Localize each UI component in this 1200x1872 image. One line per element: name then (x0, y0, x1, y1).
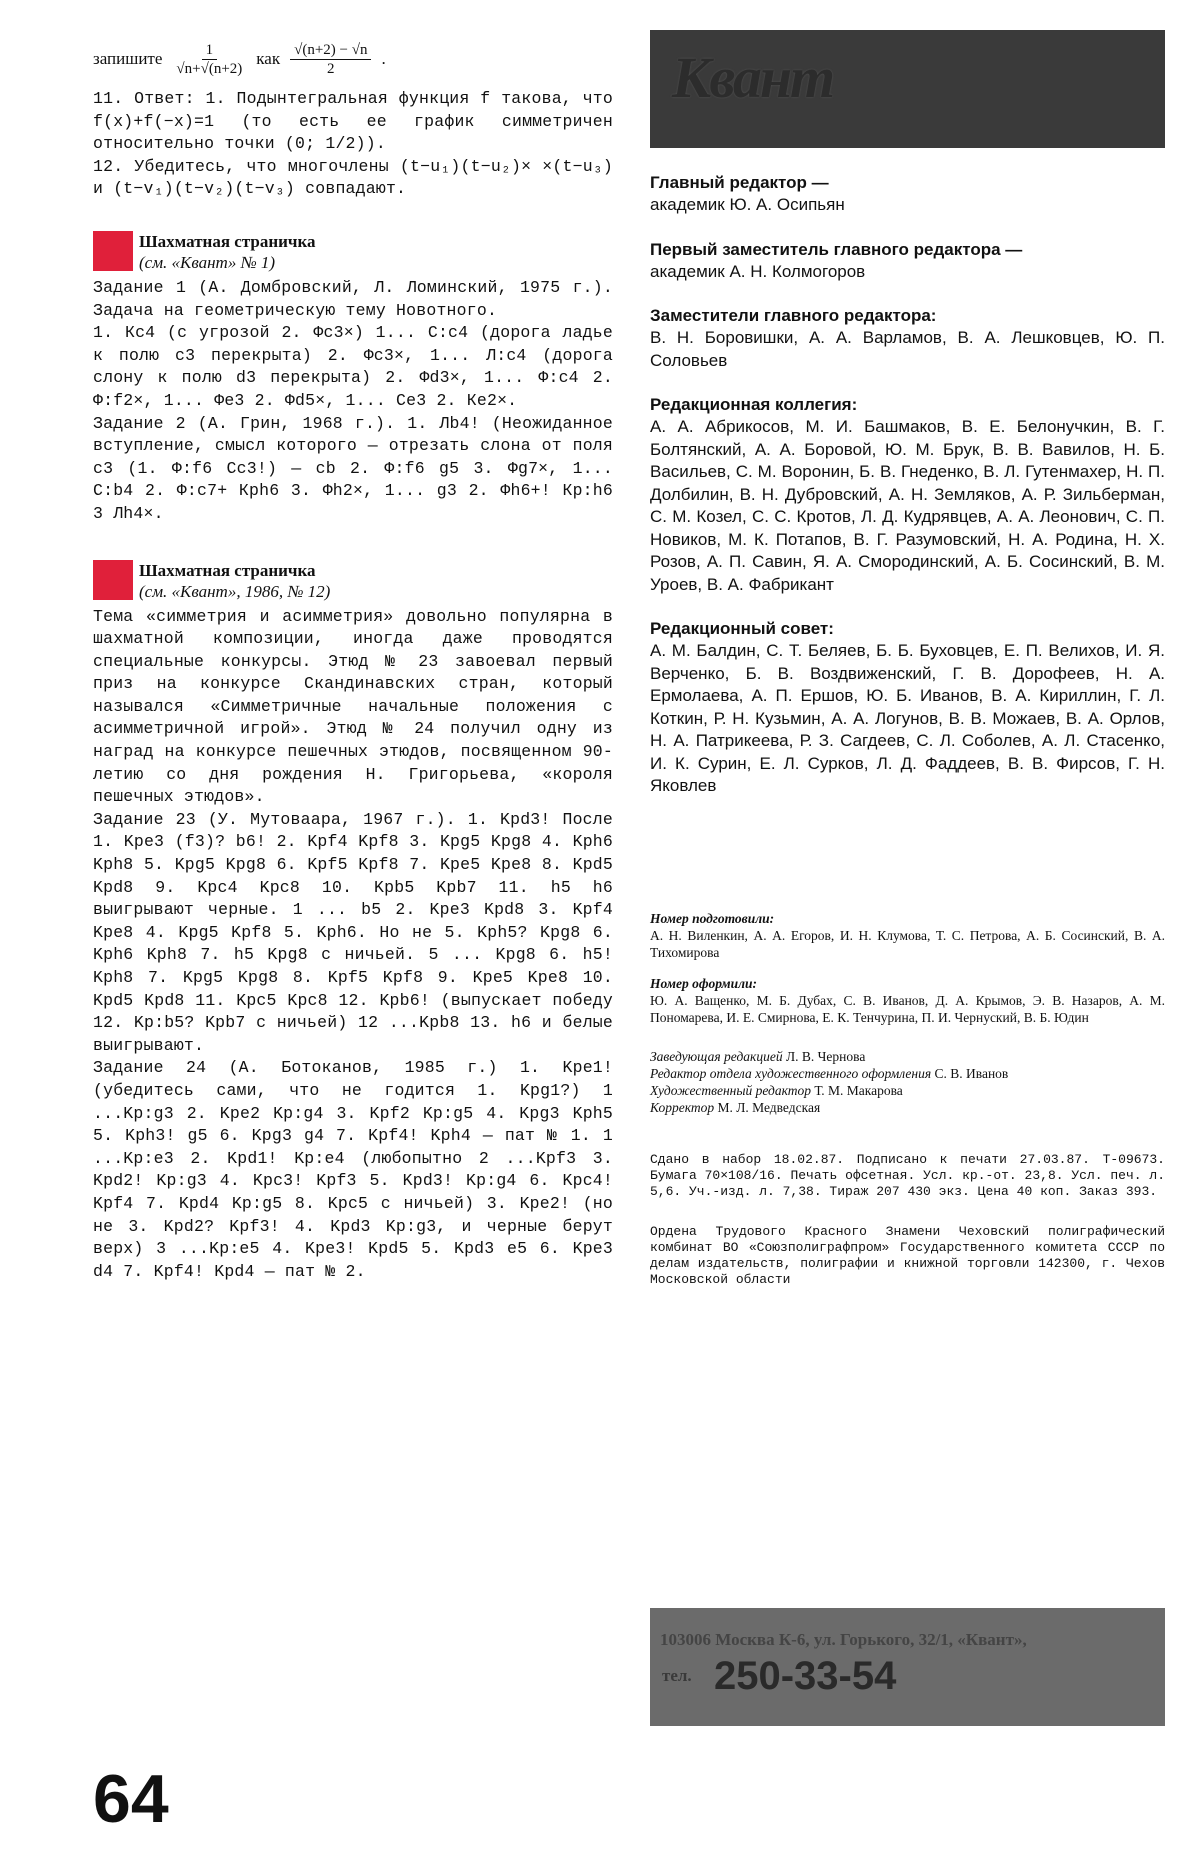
prepared-text: А. Н. Виленкин, А. А. Егоров, И. Н. Клумова, Т. С. Петрова, А. Б. Сосинский, В. А. Тихомирова (650, 927, 1165, 960)
prepared-block (650, 910, 1165, 961)
editorial-board-block (650, 394, 1165, 596)
contact-tel-label: тел. (662, 1666, 692, 1685)
staff-role: Корректор (650, 1099, 715, 1115)
formula-prefix: запишите (93, 49, 163, 68)
editorial-council-block (650, 618, 1165, 798)
section-2-title: Шахматная страничка (139, 560, 316, 580)
contact-phone: 250-33-54 (714, 1654, 897, 1698)
staff-name: Т. М. Макарова (814, 1082, 903, 1098)
fraction-2-numerator: √(n+2) − √n (290, 41, 371, 60)
fraction-2-denominator: 2 (327, 60, 335, 77)
section-1-title: Шахматная страничка (139, 231, 316, 251)
staff-name: С. В. Иванов (934, 1065, 1009, 1081)
answer-12: 12. Убедитесь, что многочлены (t−u₁)(t−u₂)× ×(t−u₃) и (t−v₁)(t−v₂)(t−v₃) совпадают. (93, 156, 613, 199)
block-text: А. М. Балдин, С. Т. Беляев, Б. Б. Буховцев, Е. П. Велихов, И. Я. Верченко, Б. В. Воздвиженский, Г. В. Дорофеев, Н. А. Ермолаева, А. П. Ершов, Ю. Б. Иванов, В. А. Кириллин, Г. Л. Коткин, Р. Н. Кузьмин, А. А. Логунов, В. В. Можаев, В. А. Орлов, Н. А. Патрикеева, Р. З. Сагдеев, С. Л. Соболев, А. Л. Стасенко, И. К. Сурин, Е. Л. Сурков, Л. Д. Фаддеев, В. В. Фирсов, Г. Н. Яковлев (650, 641, 1165, 795)
left-column (93, 30, 613, 1283)
section-1-header (93, 231, 613, 273)
fraction-1-numerator: 1 (202, 41, 218, 60)
red-square-marker (93, 231, 133, 271)
section-1-paragraph: Задание 1 (А. Домбровский, Л. Ломинский, 1975 г.). Задача на геометрическую тему Новотного. (93, 277, 613, 320)
block-heading: Главный редактор — (650, 173, 829, 192)
contact-address: 103006 Москва К-6, ул. Горького, 32/1, «Квант», (660, 1630, 1027, 1649)
formula-suffix: . (381, 49, 386, 68)
prepared-heading: Номер подготовили: (650, 910, 775, 926)
fraction-1 (172, 41, 246, 78)
staff-role: Редактор отдела художественного оформления (650, 1065, 932, 1081)
staff-role: Художественный редактор (650, 1082, 811, 1098)
contact-banner (650, 1608, 1165, 1726)
section-2-subtitle: (см. «Квант», 1986, № 12) (139, 581, 331, 601)
staff-name: Л. В. Чернова (785, 1048, 866, 1064)
first-deputy-block (650, 239, 1165, 284)
section-1-paragraph: Задание 2 (А. Грин, 1968 г.). 1. Лb4! (Неожиданное вступление, смысл которого — отрезать слона от поля с3 (1. Ф:f6 Сс3!) — cb 2. Ф:f6 g5 3. Фg7×, 1... С:b4 2. Ф:с7+ Крh6 3. Фh2×, 1... g3 2. Фh6+! Кр:h6 3 Лh4×. (93, 413, 613, 523)
block-text: В. Н. Боровишки, А. А. Варламов, В. А. Лешковцев, Ю. П. Соловьев (650, 328, 1165, 370)
fraction-2 (290, 41, 371, 78)
block-heading: Заместители главного редактора: (650, 306, 937, 325)
designed-heading: Номер оформили: (650, 975, 758, 991)
section-2-paragraph: Задание 23 (У. Мутоваара, 1967 г.). 1. Kpd3! После 1. Kpe3 (f3)? b6! 2. Kpf4 Kpf8 3. Kpg5 Kpg8 4. Kph6 Kph8 5. Kpg5 Kpg8 6. Kpf5 Kpf8 7. Kpe5 Kpe8 8. Kpd5 Kpd8 9. Kpc4 Kpc8 10. Kpb5 Kpb7 11. h5 h6 выигрывают черные. 1 ... b5 2. Kpe3 Kpd8 3. Kpf4 Kpe8 4. Kpg5 Kpf8 5. Kph6. Но не 5. Kph5? Kpg8 6. Kph6 Kph8 7. h5 Kpg8 с ничьей. 5 ... Kpg8 6. h5! Kph8 7. Kpg5 Kpg8 8. Kpf5 Kpf8 9. Kpe5 Kpe8 10. Kpd5 Kpd8 11. Kpc5 Kpc8 12. Kpb6! (выпускает победу 12. Kp:b5? Kpb7 с ничьей) 12 ...Kpb8 13. h6 и белые выигрывают. (93, 809, 613, 1055)
formula-mid: как (256, 49, 281, 68)
section-1-subtitle: (см. «Квант» № 1) (139, 252, 276, 272)
block-text: А. А. Абрикосов, М. И. Башмаков, В. Е. Белонучкин, В. Г. Болтянский, А. А. Боровой, Ю. М. Брук, В. В. Вавилов, Н. Б. Васильев, С. М. Воронин, Б. В. Гнеденко, В. Л. Гутенмахер, Н. П. Долбилин, В. Н. Дубровский, А. Н. Земляков, А. Р. Зильберман, С. М. Козел, С. С. Кротов, Л. Д. Кудрявцев, А. А. Леонович, С. П. Новиков, М. К. Потапов, В. Г. Разумовский, Н. А. Родина, Н. Х. Розов, А. П. Савин, Я. А. Смородинский, А. Б. Сосинский, В. М. Уроев, В. А. Фабрикант (650, 417, 1165, 594)
section-2-paragraph: Тема «симметрия и асимметрия» довольно популярна в шахматной композиции, иногда даже проводятся специальные конкурсы. Этюд № 23 завоевал первый приз на конкурсе Скандинавских стран, который назывался «Симметричные начальные положения с асимметричной игрой». Этюд № 24 получил одну из наград на конкурсе пешечных этюдов, посвященном 90-летию со дня рождения Н. Григорьева, «короля пешечных этюдов». (93, 606, 613, 807)
block-heading: Первый заместитель главного редактора — (650, 239, 1023, 259)
section-2-header (93, 560, 613, 602)
staff-role: Заведующая редакцией (650, 1048, 783, 1064)
formula-line (93, 30, 613, 88)
staff-line (650, 1082, 1165, 1099)
printer-info: Ордена Трудового Красного Знамени Чеховский полиграфический комбинат ВО «Союзполиграфпром» Государственного комитета СССР по делам издательств, полиграфии и книжной торговли 142300, г. Чехов Московской области (650, 1223, 1165, 1287)
page-number: 64 (93, 1761, 169, 1837)
answer-11: 11. Ответ: 1. Подынтегральная функция f такова, что f(x)+f(−x)=1 (то есть ее график симметричен относительно точки (0; 1/2)). (93, 89, 613, 154)
designed-block (650, 975, 1165, 1026)
staff-block (650, 1048, 1165, 1116)
block-heading: Редакционная коллегия: (650, 395, 858, 414)
red-square-marker (93, 560, 133, 600)
staff-line (650, 1048, 1165, 1065)
staff-name: М. Л. Медведская (717, 1099, 821, 1115)
fraction-1-denominator: √n+√(n+2) (176, 60, 243, 77)
masthead-banner (650, 30, 1165, 148)
block-text: академик Ю. А. Осипьян (650, 195, 845, 214)
block-text: академик А. Н. Колмогоров (650, 261, 866, 281)
designed-text: Ю. А. Ващенко, М. Б. Дубах, С. В. Иванов, Д. А. Крымов, Э. В. Назаров, А. М. Пономарева, И. Е. Смирнова, Е. К. Тенчурина, П. И. Чернуский, В. Б. Юдин (650, 992, 1165, 1025)
print-info: Сдано в набор 18.02.87. Подписано к печати 27.03.87. Т-09673. Бумага 70×108/16. Печать офсетная. Усл. кр.-от. 23,8. Усл. печ. л. 5,6. Уч.-изд. л. 7,38. Тираж 207 430 экз. Цена 40 коп. Заказ 393. (650, 1151, 1165, 1199)
staff-line (650, 1099, 1165, 1116)
staff-line (650, 1065, 1165, 1082)
section-2-paragraph: Задание 24 (А. Ботоканов, 1985 г.) 1. Kpe1! (убедитесь сами, что не годится 1. Kpg1?) 1 ...Kp:g3 2. Kpe2 Kp:g4 3. Kpf2 Kp:g5 4. Kpg3 Kph5 5. Kph3! g5 6. Kpg3 g4 7. Kpf4! Kph4 — пат № 1. 1 ...Kp:e3 2. Kpd1! Kp:e4 (любопытно 2 ...Kpf3 3. Kpd2! Kp:g3 4. Kpc3! Kpf3 5. Kpd3! Kp:g4 6. Kpc4! Kpf4 7. Kpd4 Kp:g5 8. Kpc5 с ничьей) 3. Kpe2! (но не 3. Kpd2? Kpf3! 4. Kpd3 Kp:g3, и черные берут верх) 3 ...Kp:e5 4. Kpe3! Kpd5 5. Kpd3 e5 6. Kpe3 d4 7. Kpf4! Kpd4 — пат № 2. (93, 1058, 613, 1281)
kvant-logo: Квант (672, 45, 834, 110)
right-column (650, 172, 1165, 1288)
section-1-paragraph: 1. Кс4 (с угрозой 2. Фс3×) 1... С:с4 (дорога ладье к полю с3 перекрыта) 2. Фс3×, 1... Л:с4 (дорога слону к полю d3 перекрыта) 2. Фd3×, 1... Ф:с4 2. Ф:f2×, 1... Фе3 2. Фd5×, 1... Се3 2. Ке2×. (93, 323, 613, 410)
deputies-block (650, 305, 1165, 372)
block-heading: Редакционный совет: (650, 619, 834, 638)
editor-block (650, 172, 1165, 217)
